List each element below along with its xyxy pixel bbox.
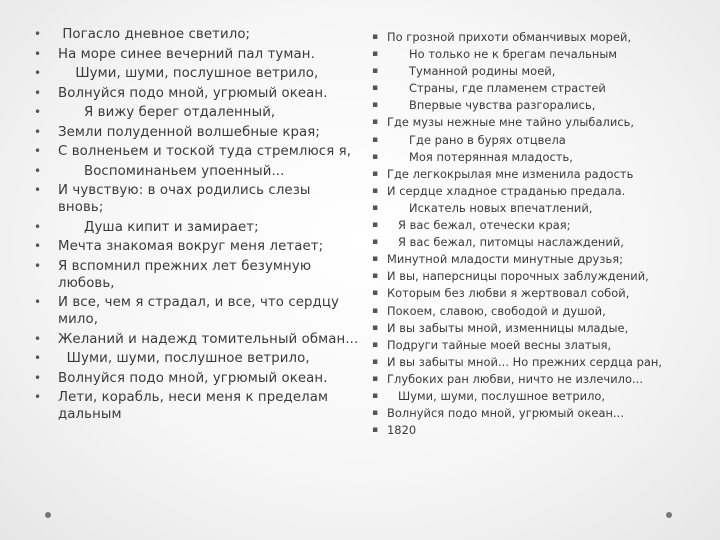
poem-line-left: • Я вспомнил прежних лет безумную любовь, xyxy=(34,258,360,292)
poem-line-right: ▪ Где музы нежные мне тайно улыбались, xyxy=(372,115,702,129)
poem-line-right: ▪ Шуми, шуми, послушное ветрило, xyxy=(372,389,702,403)
poem-line-right: ▪ Где рано в бурях отцвела xyxy=(372,133,702,147)
poem-line-left: • Душа кипит и замирает; xyxy=(34,219,360,236)
poem-line-right: ▪ И вы забыты мной... Но прежних сердца ран, xyxy=(372,355,702,369)
poem-line-left: • На море синее вечерний пал туман. xyxy=(34,46,360,63)
slide-nav-dot-left[interactable] xyxy=(45,512,51,518)
poem-line-left: • Мечта знакомая вокруг меня летает; xyxy=(34,238,360,255)
poem-line-left: • Лети, корабль, неси меня к пределам дальным xyxy=(34,389,360,423)
poem-line-left: • Воспоминаньем упоенный... xyxy=(34,163,360,180)
poem-line-left: • Земли полуденной волшебные края; xyxy=(34,124,360,141)
poem-line-right: ▪ Волнуйся подо мной, угрюмый океан... xyxy=(372,406,702,420)
poem-line-right: ▪ Подруги тайные моей весны златыя, xyxy=(372,338,702,352)
poem-line-right: ▪ Глубоких ран любви, ничто не излечило... xyxy=(372,372,702,386)
poem-line-right: ▪ И вы, наперсницы порочных заблуждений, xyxy=(372,269,702,283)
poem-line-left: • Погасло дневное светило; xyxy=(34,26,360,43)
poem-line-right: ▪ Искатель новых впечатлений, xyxy=(372,201,702,215)
right-poem-column xyxy=(372,30,702,440)
poem-line-left: • Волнуйся подо мной, угрюмый океан. xyxy=(34,85,360,102)
poem-line-left: • Желаний и надежд томительный обман... xyxy=(34,331,360,348)
poem-line-left: • Волнуйся подо мной, угрюмый океан. xyxy=(34,370,360,387)
poem-line-right: ▪ Туманной родины моей, xyxy=(372,64,702,78)
poem-line-right: ▪ И вы забыты мной, изменницы младые, xyxy=(372,321,702,335)
slide-nav-dot-right[interactable] xyxy=(666,512,672,518)
poem-line-left: • Я вижу берег отдаленный, xyxy=(34,104,360,121)
poem-line-right: ▪ Я вас бежал, питомцы наслаждений, xyxy=(372,235,702,249)
left-poem-column xyxy=(34,26,360,426)
poem-line-right: ▪ Я вас бежал, отечески края; xyxy=(372,218,702,232)
poem-line-left: • И чувствую: в очах родились слезы вновь; xyxy=(34,182,360,216)
poem-line-right: ▪ Где легкокрылая мне изменила радость xyxy=(372,167,702,181)
poem-line-right: ▪ Которым без любви я жертвовал собой, xyxy=(372,286,702,300)
poem-line-right: ▪ Страны, где пламенем страстей xyxy=(372,81,702,95)
poem-line-left: • Шуми, шуми, послушное ветрило, xyxy=(34,65,360,82)
poem-line-right: ▪ Впервые чувства разгорались, xyxy=(372,98,702,112)
poem-line-right: ▪ Покоем, славою, свободой и душой, xyxy=(372,304,702,318)
poem-line-right: ▪ И сердце хладное страданью предала. xyxy=(372,184,702,198)
poem-line-right: ▪ По грозной прихоти обманчивых морей, xyxy=(372,30,702,44)
poem-line-right: ▪ Но только не к брегам печальным xyxy=(372,47,702,61)
poem-line-left: • Шуми, шуми, послушное ветрило, xyxy=(34,350,360,367)
poem-line-right: ▪ 1820 xyxy=(372,423,702,437)
poem-line-right: ▪ Минутной младости минутные друзья; xyxy=(372,252,702,266)
poem-line-right: ▪ Моя потерянная младость, xyxy=(372,150,702,164)
poem-line-left: • И все, чем я страдал, и все, что сердцу мило, xyxy=(34,294,360,328)
poem-line-left: • С волненьем и тоской туда стремлюся я, xyxy=(34,143,360,160)
